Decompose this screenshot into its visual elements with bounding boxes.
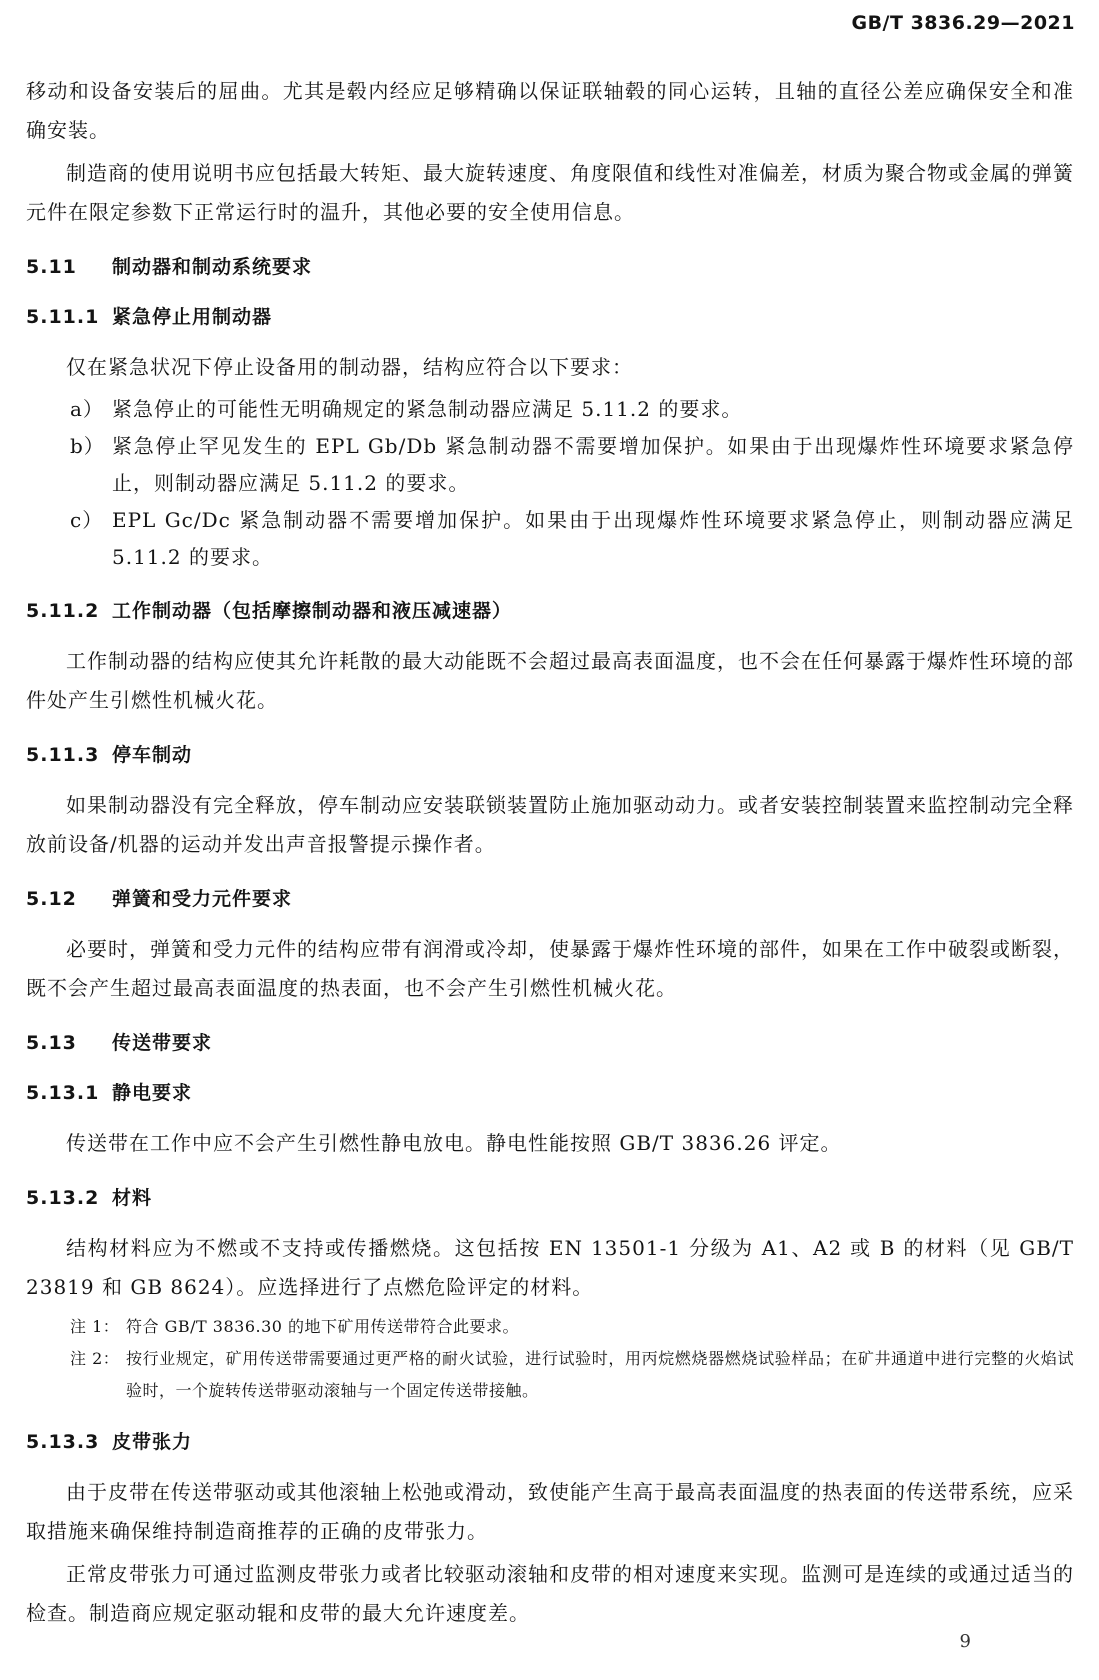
section-title: 皮带张力 [112,1431,193,1453]
section-heading [26,1028,1074,1058]
section-title: 紧急停止用制动器 [112,306,273,328]
section-title: 停车制动 [112,744,193,766]
paragraph: 工作制动器的结构应使其允许耗散的最大动能既不会超过最高表面温度，也不会在任何暴露于爆炸性环境的部件处产生引燃性机械火花。 [26,649,1074,712]
paragraph: 由于皮带在传送带驱动或其他滚轴上松弛或滑动，致使能产生高于最高表面温度的热表面的传送带系统，应采取措施来确保维持制造商推荐的正确的皮带张力。 [26,1480,1074,1543]
standard-code: GB/T 3836.29—2021 [851,12,1075,34]
section-number: 5.13.3 [26,1431,100,1453]
section-number: 5.11.3 [26,744,100,766]
note [70,1311,1074,1343]
section-heading [26,884,1074,914]
list-marker: b） [70,434,105,458]
paragraph: 制造商的使用说明书应包括最大转矩、最大旋转速度、角度限值和线性对准偏差，材质为聚合物或金属的弹簧元件在限定参数下正常运行时的温升，其他必要的安全使用信息。 [26,161,1074,224]
list-marker: c） [70,508,104,532]
section-heading [26,1078,1074,1108]
section-title: 材料 [112,1187,153,1209]
paragraph: 必要时，弹簧和受力元件的结构应带有润滑或冷却，使暴露于爆炸性环境的部件，如果在工作中破裂或断裂，既不会产生超过最高表面温度的热表面，也不会产生引燃性机械火花。 [26,937,1074,1000]
paragraph: 结构材料应为不燃或不支持或传播燃烧。这包括按 EN 13501-1 分级为 A1、A2 或 B 的材料（见 GB/T 23819 和 GB 8624）。应选择进行了点燃危险评定的材料。 [26,1236,1074,1299]
list-item [70,391,1074,428]
page-number: 9 [959,1631,971,1652]
paragraph: 传送带在工作中应不会产生引燃性静电放电。静电性能按照 GB/T 3836.26 评定。 [66,1131,842,1155]
list-text: EPL Gc/Dc 紧急制动器不需要增加保护。如果由于出现爆炸性环境要求紧急停止，则制动器应满足 5.11.2 的要求。 [112,508,1074,569]
section-title: 制动器和制动系统要求 [112,256,313,278]
section-title: 工作制动器（包括摩擦制动器和液压减速器） [112,600,513,622]
section-number: 5.13.2 [26,1187,100,1209]
note-label: 注 1： [70,1317,120,1336]
section-title: 传送带要求 [112,1032,213,1054]
list-text: 紧急停止的可能性无明确规定的紧急制动器应满足 5.11.2 的要求。 [112,397,743,421]
section-heading [26,302,1074,332]
note-label: 注 2： [70,1349,120,1368]
section-heading [26,1427,1074,1457]
note-text: 符合 GB/T 3836.30 的地下矿用传送带符合此要求。 [126,1317,520,1336]
note-text: 按行业规定，矿用传送带需要通过更严格的耐火试验，进行试验时，用丙烷燃烧器燃烧试验样品；在矿井通道中进行完整的火焰试验时，一个旋转传送带驱动滚轴与一个固定传送带接触。 [126,1349,1074,1400]
section-number: 5.12 [26,888,77,910]
paragraph: 移动和设备安装后的屈曲。尤其是毂内经应足够精确以保证联轴毂的同心运转，且轴的直径公差应确保安全和准确安装。 [26,79,1074,142]
list-item [70,428,1074,502]
document-body [26,72,1074,1637]
section-heading [26,596,1074,626]
section-number: 5.11.1 [26,306,100,328]
section-heading [26,1183,1074,1213]
section-number: 5.11.2 [26,600,100,622]
paragraph: 仅在紧急状况下停止设备用的制动器，结构应符合以下要求： [66,355,633,379]
section-number: 5.13.1 [26,1082,100,1104]
note [70,1343,1074,1407]
paragraph: 如果制动器没有完全释放，停车制动应安装联锁装置防止施加驱动动力。或者安装控制装置来监控制动完全释放前设备/机器的运动并发出声音报警提示操作者。 [26,793,1074,856]
section-number: 5.13 [26,1032,77,1054]
section-heading [26,740,1074,770]
list-marker: a） [70,397,104,421]
list-text: 紧急停止罕见发生的 EPL Gb/Db 紧急制动器不需要增加保护。如果由于出现爆炸性环境要求紧急停止，则制动器应满足 5.11.2 的要求。 [112,434,1074,495]
paragraph: 正常皮带张力可通过监测皮带张力或者比较驱动滚轴和皮带的相对速度来实现。监测可是连续的或通过适当的检查。制造商应规定驱动辊和皮带的最大允许速度差。 [26,1562,1074,1625]
section-number: 5.11 [26,256,77,278]
section-title: 弹簧和受力元件要求 [112,888,293,910]
section-title: 静电要求 [112,1082,193,1104]
list-item [70,502,1074,576]
section-heading [26,252,1074,282]
